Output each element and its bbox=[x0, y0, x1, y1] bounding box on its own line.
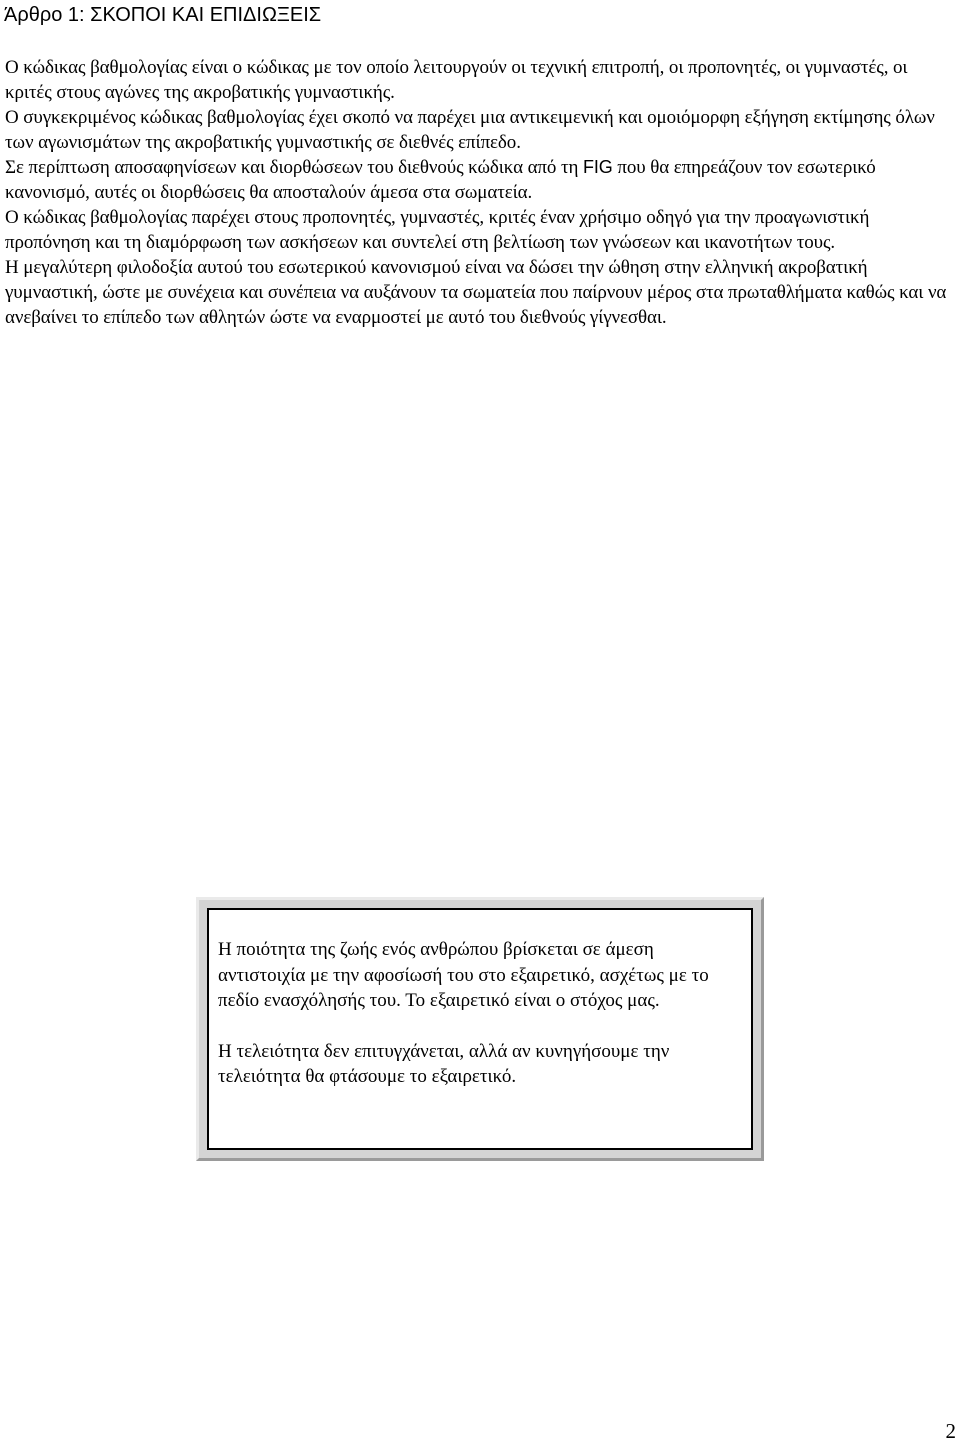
fig-abbreviation: FIG bbox=[583, 157, 613, 177]
quote-frame bbox=[196, 897, 764, 1161]
fig-text-after: που θα επηρεάζουν τον εσωτερικό κανονισμό, αυτές οι διορθώσεις θα αποσταλούν άμεσα στα σωματεία. bbox=[5, 157, 876, 203]
quote-box bbox=[207, 908, 753, 1150]
quote-paragraph-perfection: Η τελειότητα δεν επιτυγχάνεται, αλλά αν κυνηγήσουμε την τελειότητα θα φτάσουμε το εξαιρετικό. bbox=[218, 1040, 670, 1087]
fig-text-before: Σε περίπτωση αποσαφηνίσεων και διορθώσεων του διεθνούς κώδικα από τη bbox=[5, 157, 583, 178]
paragraph-scoring-code-definition: Ο κώδικας βαθμολογίας είναι ο κώδικας με τον οποίο λειτουργούν οι τεχνική επιτροπή, οι προπονητές, οι γυμναστές, οι κριτές στους αγώνες της ακροβατικής γυμναστικής. bbox=[5, 57, 908, 103]
article-heading: Άρθρο 1: ΣΚΟΠΟΙ ΚΑΙ ΕΠΙΔΙΩΞΕΙΣ bbox=[4, 4, 322, 26]
paragraph-fig-corrections bbox=[5, 155, 955, 205]
paragraph-scoring-code-guide: Ο κώδικας βαθμολογίας παρέχει στους προπονητές, γυμναστές, κριτές έναν χρήσιμο οδηγό για την προαγωνιστική προπόνηση και τη διαμόρφωση των ασκήσεων και συντελεί στη βελτίωση των γνώσεων και ικανοτήτων τους. bbox=[5, 207, 870, 253]
paragraph-scoring-code-purpose: Ο συγκεκριμένος κώδικας βαθμολογίας έχει σκοπό να παρέχει μια αντικειμενική και ομοιόμορφη εξήγηση εκτίμησης όλων των αγωνισμάτων της ακροβατικής γυμναστικής σε διεθνές επίπεδο. bbox=[5, 107, 935, 153]
quote-paragraph-quality-of-life: Η ποιότητα της ζωής ενός ανθρώπου βρίσκεται σε άμεση αντιστοιχία με την αφοσίωσή του στο εξαιρετικό, ασχέτως με το πεδίο ενασχόλησής του. Το εξαιρετικό είναι ο στόχος μας. bbox=[218, 939, 709, 1011]
article-body bbox=[5, 55, 955, 330]
paragraph-ambition: Η μεγαλύτερη φιλοδοξία αυτού του εσωτερικού κανονισμού είναι να δώσει την ώθηση στην ελληνική ακροβατική γυμναστική, ώστε με συνέχεια και συνέπεια να αυξάνουν τα σωματεία που παίρνουν μέρος στα πρωταθλήματα καθώς και να ανεβαίνει το επίπεδο των αθλητών ώστε να εναρμοστεί με αυτό του διεθνούς γίγνεσθαι. bbox=[5, 257, 947, 328]
page-number: 2 bbox=[945, 1419, 956, 1443]
